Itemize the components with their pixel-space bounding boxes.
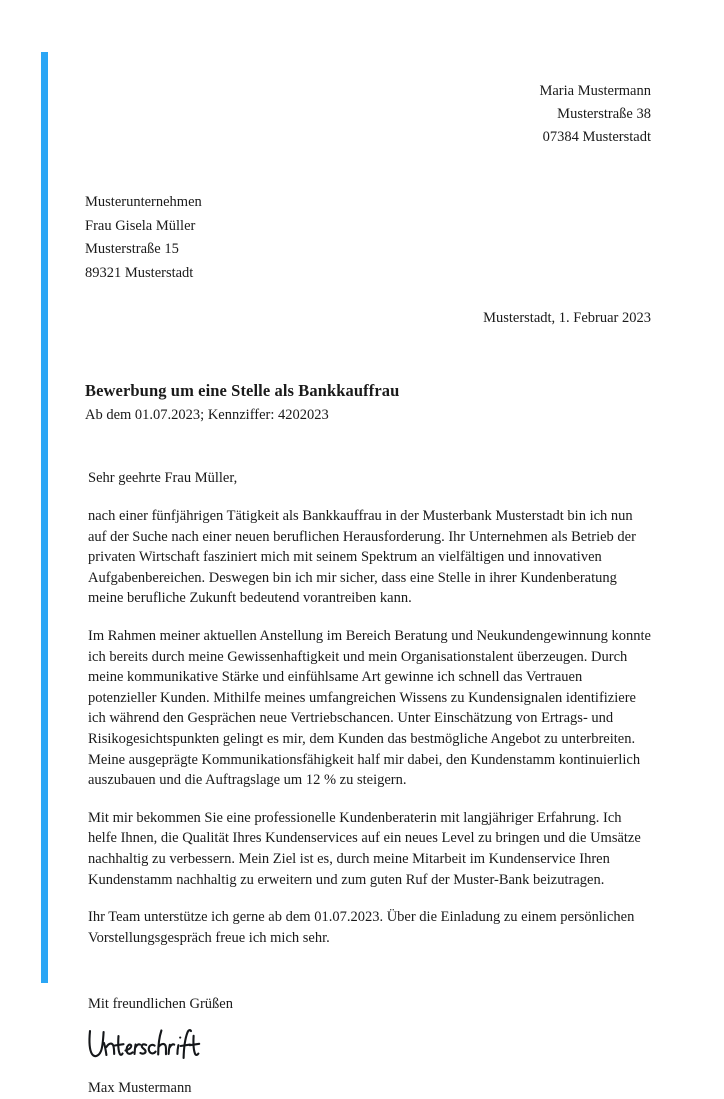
- handwritten-signature-icon: [86, 1023, 206, 1069]
- left-accent-bar: [41, 52, 48, 983]
- sender-street: Musterstraße 38: [557, 106, 651, 122]
- signer-name: Max Mustermann: [88, 1080, 192, 1097]
- sender-city: 07384 Musterstadt: [542, 129, 651, 145]
- closing-greeting: Mit freundlichen Grüßen: [88, 996, 233, 1013]
- letter-body: [85, 468, 651, 948]
- sender-name: Maria Mustermann: [539, 83, 651, 99]
- body-paragraph: Ihr Team unterstütze ich gerne ab dem 01.07.2023. Über die Einladung zu einem persönlichen Vorstellungsgespräch freue ich mich sehr.: [88, 909, 635, 946]
- body-paragraph: nach einer fünfjährigen Tätigkeit als Bankkauffrau in der Musterbank Musterstadt bin ich nun auf der Suche nach einer neuen beruflichen Herausforderung. Ihr Unternehmen als Betrieb der privaten Wirtschaft fasziniert mich mit seinem Spektrum an vielfältigen und innovativen Aufgabenbereichen. Deswegen bin ich mir sicher, dass eine Stelle in ihrer Kundenberatung meine berufliche Zukunft bedeutend vorantreiben kann.: [88, 508, 636, 607]
- subject-title: Bewerbung um eine Stelle als Bankkauffrau: [85, 381, 400, 400]
- recipient-street: Musterstraße 15: [85, 241, 179, 257]
- body-paragraph: Mit mir bekommen Sie eine professionelle Kundenberaterin mit langjähriger Erfahrung. Ich helfe Ihnen, die Qualität Ihres Kundenservices auf ein neues Level zu bringen und die Umsätze nachhaltig zu verbessern. Mein Ziel ist es, durch meine Mitarbeit im Kundenservice Ihren Kundenstamm nachhaltig zu erweitern und zum guten Ruf der Muster-Bank beizutragen.: [88, 809, 641, 888]
- recipient-company: Musterunternehmen: [85, 194, 202, 210]
- recipient-city: 89321 Musterstadt: [85, 264, 194, 281]
- place-and-date: Musterstadt, 1. Februar 2023: [483, 310, 651, 326]
- sender-address-block: [85, 80, 651, 149]
- letter-content: [85, 0, 651, 1099]
- recipient-person: Frau Gisela Müller: [85, 217, 196, 234]
- recipient-address-block: [85, 191, 651, 285]
- salutation: Sehr geehrte Frau Müller,: [88, 470, 238, 486]
- subject-subtitle: Ab dem 01.07.2023; Kennziffer: 4202023: [85, 407, 329, 423]
- body-paragraph: Im Rahmen meiner aktuellen Anstellung im Bereich Beratung und Neukundengewinnung konnte ich bereits durch meine Gewissenhaftigkeit und mein Organisationstalent überzeugen. Durch meine kommunikative Stärke und einfühlsame Art gewinne ich schnell das Vertrauen potenzieller Kunden. Mithilfe meines umfangreichen Wissens zu Kundensignalen identifiziere ich während den Gesprächen neue Vertriebschancen. Unter Einschätzung von Ertrags- und Risikogesichtspunkten gelingt es mir, dem Kunden das bestmögliche Angebot zu unterbreiten. Meine ausgeprägte Kommunikationsfähigkeit half mir dabei, den Kundenstamm kontinuierlich auszubauen und die Auftragslage um 12 % zu steigern.: [88, 627, 651, 789]
- subject-block: [85, 380, 651, 426]
